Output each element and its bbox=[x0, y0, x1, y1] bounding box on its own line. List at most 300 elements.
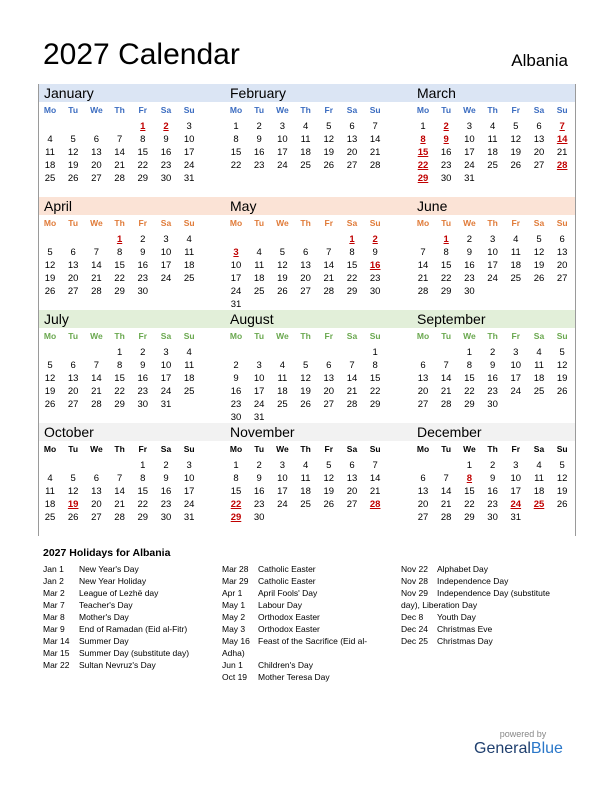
day-cell: 9 bbox=[140, 247, 146, 258]
day-cell: 14 bbox=[91, 373, 102, 384]
month-name: December bbox=[417, 424, 482, 440]
month-name: August bbox=[230, 311, 274, 327]
day-cell: 12 bbox=[323, 134, 335, 145]
day-cell: 22 bbox=[369, 386, 381, 397]
day-cell: 12 bbox=[67, 147, 79, 158]
holiday-date: 2 bbox=[163, 121, 169, 132]
holidays-title: 2027 Holidays for Albania bbox=[43, 547, 171, 559]
day-cell: 9 bbox=[233, 373, 239, 384]
day-cell: 5 bbox=[536, 234, 542, 245]
day-cell: 22 bbox=[114, 273, 125, 284]
generalblue-logo[interactable] bbox=[474, 740, 563, 758]
day-cell: 1 bbox=[372, 347, 378, 358]
day-cell: 24 bbox=[183, 160, 195, 171]
day-cell: 15 bbox=[114, 373, 125, 384]
weekday-label: Sa bbox=[533, 218, 545, 228]
day-cell: 9 bbox=[489, 360, 496, 371]
day-cell: 13 bbox=[346, 134, 358, 145]
day-cell: 10 bbox=[160, 360, 172, 371]
day-cell: 30 bbox=[137, 286, 149, 297]
weekday-label: We bbox=[90, 444, 103, 454]
weekday-label: Su bbox=[556, 444, 568, 454]
day-cell: 4 bbox=[302, 460, 309, 471]
weekday-label: Sa bbox=[533, 105, 545, 115]
day-cell: 16 bbox=[160, 147, 172, 158]
day-cell: 4 bbox=[256, 247, 262, 258]
day-cell: 21 bbox=[91, 386, 102, 397]
day-cell: 26 bbox=[300, 399, 311, 410]
day-cell: 7 bbox=[326, 247, 332, 258]
month-name: November bbox=[230, 424, 295, 440]
day-cell: 13 bbox=[91, 147, 102, 158]
day-cell: 1 bbox=[466, 347, 473, 358]
day-cell: 15 bbox=[137, 147, 149, 158]
holiday-date-label: Mar 7 bbox=[43, 600, 65, 610]
day-cell: 19 bbox=[44, 386, 56, 397]
weekday-label: Tu bbox=[441, 331, 452, 341]
day-cell: 13 bbox=[417, 486, 429, 497]
weekday-label: Tu bbox=[68, 218, 79, 228]
day-cell: 8 bbox=[443, 247, 449, 258]
country-name: Albania bbox=[511, 51, 568, 70]
weekday-label: Su bbox=[183, 331, 195, 341]
day-cell: 19 bbox=[67, 160, 79, 171]
weekday-label: Mo bbox=[229, 105, 243, 115]
day-cell: 22 bbox=[464, 499, 475, 510]
day-cell: 22 bbox=[230, 160, 242, 171]
holiday-entry bbox=[43, 635, 218, 647]
month-january bbox=[39, 84, 225, 197]
day-cell: 16 bbox=[487, 373, 498, 384]
holiday-date-label: Mar 29 bbox=[222, 576, 249, 586]
day-cell: 15 bbox=[230, 486, 242, 497]
day-cell: 31 bbox=[160, 399, 172, 410]
day-cell: 1 bbox=[140, 460, 146, 471]
day-cell: 27 bbox=[67, 399, 79, 410]
day-cell: 16 bbox=[440, 147, 452, 158]
holiday-entry bbox=[401, 611, 573, 623]
day-cell: 10 bbox=[277, 134, 288, 145]
holiday-date-label: May 1 bbox=[222, 600, 246, 610]
day-cell: 20 bbox=[67, 386, 79, 397]
holiday-name: End of Ramadan (Eid al-Fitr) bbox=[79, 624, 188, 634]
holiday-date-label: Oct 19 bbox=[222, 672, 248, 682]
day-cell: 27 bbox=[91, 173, 102, 184]
day-cell: 23 bbox=[230, 399, 242, 410]
day-cell: 28 bbox=[440, 399, 452, 410]
holiday-entry bbox=[401, 599, 573, 611]
day-cell: 16 bbox=[160, 486, 172, 497]
day-cell: 22 bbox=[114, 386, 125, 397]
day-cell: 30 bbox=[487, 399, 498, 410]
holiday-name: Sultan Nevruz's Day bbox=[79, 660, 156, 670]
weekday-label: Tu bbox=[441, 105, 452, 115]
weekday-label: Fr bbox=[511, 331, 521, 341]
holiday-date: 9 bbox=[443, 134, 449, 145]
weekday-label: Fr bbox=[324, 105, 334, 115]
day-cell: 11 bbox=[534, 360, 544, 371]
day-cell: 30 bbox=[440, 173, 452, 184]
weekday-label: Th bbox=[114, 444, 125, 454]
holiday-entry bbox=[222, 611, 398, 623]
day-cell: 2 bbox=[256, 121, 262, 132]
holiday-date-label: Mar 28 bbox=[222, 564, 249, 574]
day-cell: 10 bbox=[487, 247, 498, 258]
month-name: October bbox=[44, 424, 94, 440]
holiday-entry bbox=[222, 659, 398, 671]
day-cell: 11 bbox=[254, 260, 265, 271]
day-cell: 30 bbox=[253, 512, 265, 523]
weekday-label: Su bbox=[556, 218, 568, 228]
day-cell: 9 bbox=[372, 247, 378, 258]
day-cell: 21 bbox=[346, 386, 358, 397]
day-cell: 27 bbox=[346, 160, 358, 171]
weekday-label: Sa bbox=[533, 444, 545, 454]
day-cell: 18 bbox=[487, 147, 498, 158]
day-cell: 18 bbox=[44, 160, 56, 171]
day-cell: 7 bbox=[372, 460, 378, 471]
day-cell: 28 bbox=[417, 286, 429, 297]
month-name: March bbox=[417, 85, 456, 101]
day-cell: 27 bbox=[417, 512, 429, 523]
day-cell: 24 bbox=[253, 399, 265, 410]
day-cell: 13 bbox=[417, 373, 429, 384]
day-cell: 17 bbox=[487, 260, 498, 271]
weekday-label: Fr bbox=[138, 444, 148, 454]
day-cell: 24 bbox=[487, 273, 498, 284]
day-cell: 14 bbox=[440, 373, 452, 384]
holiday-name: Alphabet Day bbox=[437, 564, 489, 574]
holiday-name: Feast of the Sacrifice (Eid al- bbox=[258, 636, 368, 646]
holiday-date: 8 bbox=[420, 134, 426, 145]
day-cell: 13 bbox=[91, 486, 102, 497]
day-cell: 4 bbox=[536, 347, 542, 358]
holiday-date: 2 bbox=[443, 121, 449, 132]
day-cell: 9 bbox=[163, 134, 169, 145]
day-cell: 7 bbox=[93, 247, 100, 258]
weekday-label: Fr bbox=[138, 218, 148, 228]
weekday-label: Su bbox=[369, 444, 381, 454]
day-cell: 26 bbox=[277, 286, 288, 297]
day-cell: 4 bbox=[302, 121, 309, 132]
day-cell: 23 bbox=[487, 499, 498, 510]
day-cell: 27 bbox=[91, 512, 102, 523]
day-cell: 21 bbox=[369, 147, 381, 158]
day-cell: 3 bbox=[256, 360, 262, 371]
day-cell: 11 bbox=[45, 486, 55, 497]
day-cell: 18 bbox=[533, 486, 545, 497]
day-cell: 13 bbox=[533, 134, 545, 145]
weekday-label: Tu bbox=[254, 218, 265, 228]
holiday-entry bbox=[43, 563, 218, 575]
holiday-entry bbox=[222, 647, 398, 659]
day-cell: 4 bbox=[279, 360, 286, 371]
holiday-entry bbox=[401, 635, 573, 647]
weekday-label: Tu bbox=[441, 444, 452, 454]
day-cell: 26 bbox=[44, 286, 56, 297]
day-cell: 5 bbox=[279, 247, 286, 258]
calendar-grid bbox=[38, 84, 576, 536]
month-name: February bbox=[230, 85, 287, 101]
weekday-label: We bbox=[90, 105, 103, 115]
day-cell: 6 bbox=[70, 360, 76, 371]
holiday-date-label: Mar 9 bbox=[43, 624, 65, 634]
holiday-name: Summer Day (substitute day) bbox=[79, 648, 190, 658]
day-cell: 21 bbox=[114, 499, 125, 510]
day-cell: 16 bbox=[253, 486, 265, 497]
day-cell: 21 bbox=[323, 273, 335, 284]
weekday-label: Su bbox=[183, 105, 195, 115]
day-cell: 28 bbox=[346, 399, 358, 410]
day-cell: 11 bbox=[300, 134, 311, 145]
day-cell: 20 bbox=[300, 273, 311, 284]
holiday-entry bbox=[222, 587, 398, 599]
day-cell: 4 bbox=[47, 134, 53, 145]
day-cell: 19 bbox=[323, 486, 335, 497]
weekday-label: Tu bbox=[254, 105, 265, 115]
day-cell: 25 bbox=[183, 273, 195, 284]
weekday-label: Tu bbox=[68, 331, 79, 341]
day-cell: 24 bbox=[277, 499, 288, 510]
weekday-label: Mo bbox=[43, 105, 57, 115]
holiday-date: 24 bbox=[510, 499, 522, 510]
holiday-date-label: Jun 1 bbox=[222, 660, 243, 670]
day-cell: 18 bbox=[533, 373, 545, 384]
day-cell: 14 bbox=[417, 260, 429, 271]
weekday-label: We bbox=[90, 331, 103, 341]
day-cell: 28 bbox=[114, 512, 125, 523]
day-cell: 13 bbox=[556, 247, 568, 258]
holiday-name: Mother Teresa Day bbox=[258, 672, 330, 682]
weekday-label: Tu bbox=[68, 105, 79, 115]
day-cell: 4 bbox=[489, 121, 496, 132]
day-cell: 8 bbox=[140, 134, 146, 145]
day-cell: 20 bbox=[533, 147, 545, 158]
day-cell: 11 bbox=[184, 360, 195, 371]
holiday-date: 16 bbox=[369, 260, 381, 271]
day-cell: 3 bbox=[489, 234, 496, 245]
weekday-label: Su bbox=[369, 105, 381, 115]
day-cell: 15 bbox=[369, 373, 381, 384]
day-cell: 3 bbox=[186, 460, 192, 471]
day-cell: 25 bbox=[487, 160, 498, 171]
day-cell: 26 bbox=[67, 512, 79, 523]
day-cell: 2 bbox=[140, 234, 146, 245]
holiday-entry bbox=[43, 623, 218, 635]
day-cell: 18 bbox=[277, 386, 288, 397]
day-cell: 29 bbox=[137, 512, 149, 523]
weekday-label: Su bbox=[183, 218, 195, 228]
weekday-label: Fr bbox=[511, 444, 521, 454]
day-cell: 29 bbox=[346, 286, 358, 297]
day-cell: 7 bbox=[93, 360, 100, 371]
month-march bbox=[412, 84, 598, 197]
day-cell: 17 bbox=[183, 486, 195, 497]
day-cell: 14 bbox=[114, 147, 125, 158]
day-cell: 7 bbox=[443, 473, 449, 484]
day-cell: 27 bbox=[533, 160, 545, 171]
weekday-label: Fr bbox=[511, 105, 521, 115]
holiday-entry bbox=[222, 575, 398, 587]
day-cell: 26 bbox=[323, 160, 335, 171]
day-cell: 13 bbox=[323, 373, 335, 384]
weekday-label: We bbox=[463, 444, 476, 454]
weekday-label: Th bbox=[300, 218, 311, 228]
holiday-entry bbox=[222, 563, 398, 575]
weekday-label: Th bbox=[487, 105, 498, 115]
day-cell: 6 bbox=[349, 460, 355, 471]
holiday-date: 29 bbox=[230, 512, 242, 523]
day-cell: 11 bbox=[45, 147, 55, 158]
day-cell: 12 bbox=[300, 373, 311, 384]
day-cell: 24 bbox=[464, 160, 475, 171]
day-cell: 29 bbox=[114, 286, 125, 297]
weekday-label: Su bbox=[369, 218, 381, 228]
weekday-label: Fr bbox=[324, 331, 334, 341]
day-cell: 17 bbox=[510, 373, 522, 384]
day-cell: 13 bbox=[346, 473, 358, 484]
weekday-label: Mo bbox=[229, 218, 243, 228]
day-cell: 23 bbox=[137, 273, 149, 284]
day-cell: 3 bbox=[279, 121, 286, 132]
weekday-label: Mo bbox=[416, 105, 430, 115]
day-cell: 5 bbox=[326, 121, 332, 132]
day-cell: 20 bbox=[91, 499, 102, 510]
day-cell: 15 bbox=[346, 260, 358, 271]
weekday-label: We bbox=[463, 218, 476, 228]
day-cell: 26 bbox=[556, 499, 568, 510]
day-cell: 6 bbox=[559, 234, 565, 245]
day-cell: 12 bbox=[533, 247, 545, 258]
day-cell: 26 bbox=[510, 160, 522, 171]
day-cell: 17 bbox=[160, 260, 172, 271]
weekday-label: Th bbox=[300, 444, 311, 454]
day-cell: 13 bbox=[300, 260, 311, 271]
day-cell: 17 bbox=[183, 147, 195, 158]
day-cell: 20 bbox=[346, 486, 358, 497]
day-cell: 17 bbox=[230, 273, 242, 284]
day-cell: 15 bbox=[464, 373, 475, 384]
day-cell: 16 bbox=[253, 147, 265, 158]
weekday-label: Th bbox=[114, 331, 125, 341]
holiday-name: Christmas Day bbox=[437, 636, 493, 646]
day-cell: 17 bbox=[277, 147, 288, 158]
day-cell: 25 bbox=[44, 512, 56, 523]
weekday-label: Fr bbox=[324, 218, 334, 228]
holiday-name: April Fools' Day bbox=[258, 588, 318, 598]
weekday-label: Su bbox=[556, 331, 568, 341]
day-cell: 14 bbox=[91, 260, 102, 271]
day-cell: 11 bbox=[277, 373, 288, 384]
day-cell: 24 bbox=[510, 386, 522, 397]
holiday-entry bbox=[43, 587, 218, 599]
weekday-label: Tu bbox=[254, 444, 265, 454]
day-cell: 22 bbox=[346, 273, 358, 284]
holiday-entry bbox=[222, 623, 398, 635]
holiday-date: 1 bbox=[349, 234, 355, 245]
weekday-label: Fr bbox=[511, 218, 521, 228]
day-cell: 31 bbox=[230, 299, 242, 310]
day-cell: 18 bbox=[510, 260, 522, 271]
holiday-date: 1 bbox=[140, 121, 146, 132]
day-cell: 9 bbox=[466, 247, 473, 258]
day-cell: 26 bbox=[44, 399, 56, 410]
day-cell: 27 bbox=[67, 286, 79, 297]
day-cell: 25 bbox=[510, 273, 522, 284]
holiday-date-label: Jan 2 bbox=[43, 576, 64, 586]
holiday-name: Orthodox Easter bbox=[258, 624, 320, 634]
holiday-name: day), Liberation Day bbox=[401, 600, 478, 610]
weekday-label: Mo bbox=[416, 218, 430, 228]
month-name: June bbox=[417, 198, 448, 214]
day-cell: 10 bbox=[277, 473, 288, 484]
day-cell: 20 bbox=[67, 273, 79, 284]
holiday-name: Orthodox Easter bbox=[258, 612, 320, 622]
day-cell: 15 bbox=[464, 486, 475, 497]
day-cell: 30 bbox=[369, 286, 381, 297]
weekday-label: Th bbox=[487, 331, 498, 341]
day-cell: 3 bbox=[279, 460, 286, 471]
day-cell: 4 bbox=[186, 347, 192, 358]
holiday-date-label: Mar 8 bbox=[43, 612, 65, 622]
weekday-label: Th bbox=[300, 331, 311, 341]
holiday-date: 28 bbox=[369, 499, 381, 510]
holiday-name: Mother's Day bbox=[79, 612, 129, 622]
day-cell: 31 bbox=[464, 173, 475, 184]
month-name: May bbox=[230, 198, 257, 214]
month-name: September bbox=[417, 311, 486, 327]
day-cell: 30 bbox=[487, 512, 498, 523]
month-june bbox=[412, 197, 598, 310]
weekday-label: Sa bbox=[533, 331, 545, 341]
day-cell: 25 bbox=[300, 499, 311, 510]
day-cell: 21 bbox=[417, 273, 429, 284]
holiday-date-label: May 2 bbox=[222, 612, 246, 622]
day-cell: 30 bbox=[464, 286, 475, 297]
page-title: 2027 Calendar bbox=[43, 38, 240, 71]
weekday-label: Fr bbox=[138, 331, 148, 341]
day-cell: 18 bbox=[183, 260, 195, 271]
day-cell: 10 bbox=[183, 134, 195, 145]
holiday-date-label: Dec 8 bbox=[401, 612, 424, 622]
month-september bbox=[412, 310, 598, 423]
weekday-label: Sa bbox=[160, 331, 172, 341]
day-cell: 26 bbox=[323, 499, 335, 510]
weekday-label: Mo bbox=[416, 331, 430, 341]
day-cell: 28 bbox=[91, 399, 102, 410]
holiday-name: Christmas Eve bbox=[437, 624, 493, 634]
day-cell: 9 bbox=[256, 134, 262, 145]
holiday-date-label: Jan 1 bbox=[43, 564, 64, 574]
day-cell: 30 bbox=[160, 173, 172, 184]
weekday-label: Th bbox=[300, 105, 311, 115]
day-cell: 26 bbox=[67, 173, 79, 184]
holiday-name: Independence Day bbox=[437, 576, 509, 586]
day-cell: 13 bbox=[67, 373, 79, 384]
day-cell: 8 bbox=[116, 247, 123, 258]
day-cell: 31 bbox=[253, 412, 265, 423]
day-cell: 12 bbox=[510, 134, 522, 145]
weekday-label: We bbox=[276, 218, 289, 228]
day-cell: 26 bbox=[533, 273, 545, 284]
holiday-name: New Year's Day bbox=[79, 564, 139, 574]
holiday-entry bbox=[222, 671, 398, 683]
day-cell: 12 bbox=[556, 473, 568, 484]
holiday-date-label: Apr 1 bbox=[222, 588, 243, 598]
day-cell: 6 bbox=[70, 247, 76, 258]
day-cell: 30 bbox=[137, 399, 149, 410]
day-cell: 20 bbox=[417, 499, 429, 510]
